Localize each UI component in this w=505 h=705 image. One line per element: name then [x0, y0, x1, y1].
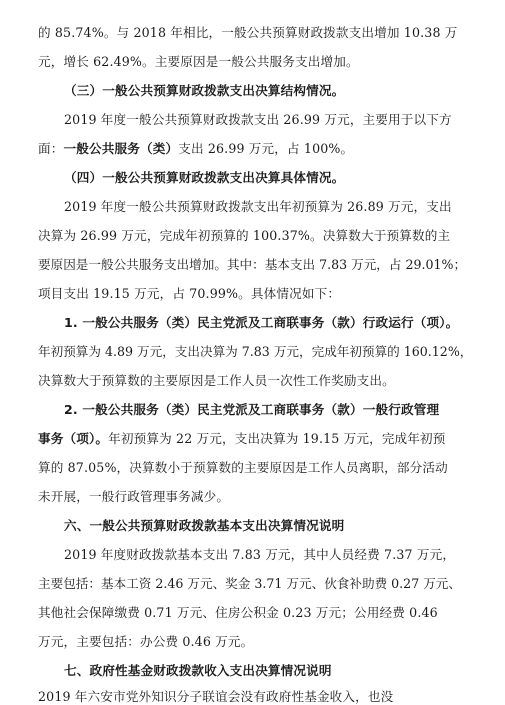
text-segment: 支出 26.99 万元，占 100%。 [178, 141, 354, 156]
paragraph-line: 决算为 26.99 万元，完成年初预算的 100.37%。决算数大于预算数的主 [38, 228, 451, 243]
section-heading: （三）一般公共预算财政拨款支出决算结构情况。 [64, 83, 345, 98]
item-heading: 1. 一般公共服务（类）民主党派及工商联事务（款）行政运行（项）。 [64, 315, 459, 330]
paragraph-line: 元，增长 62.49%。主要原因是一般公共服务支出增加。 [38, 54, 359, 69]
item-heading: 2. 一般公共服务（类）民主党派及工商联事务（款）一般行政管理 [64, 402, 440, 417]
paragraph-line: 要原因是一般公共服务支出增加。其中：基本支出 7.83 万元，占 29.01%； [38, 257, 467, 272]
paragraph-line: 年初预算为 4.89 万元，支出决算为 7.83 万元，完成年初预算的 160.12%， [38, 344, 473, 359]
paragraph-line: 主要包括：基本工资 2.46 万元、奖金 3.71 万元、伙食补助费 0.27 万元、 [38, 576, 461, 591]
paragraph-line: 万元，主要包括：办公费 0.46 万元。 [38, 634, 254, 649]
text-segment: 年初预算为 22 万元，支出决算为 19.15 万元，完成年初预 [108, 431, 446, 446]
paragraph-line: 算的 87.05%，决算数小于预算数的主要原因是工作人员离职，部分活动 [38, 460, 448, 475]
paragraph-line: 2019 年度一般公共预算财政拨款支出年初预算为 26.89 万元，支出 [64, 199, 452, 214]
paragraph-line [38, 428, 446, 447]
paragraph-line: 未开展，一般行政管理事务减少。 [38, 489, 230, 504]
section-heading: 七、政府性基金财政拨款收入支出决算情况说明 [64, 663, 332, 678]
paragraph-line: 2019 年度一般公共预算财政拨款支出 26.99 万元，主要用于以下方 [64, 112, 452, 127]
paragraph-line: 的 85.74%。与 2018 年相比，一般公共预算财政拨款支出增加 10.38 万 [38, 25, 458, 40]
paragraph-line [38, 138, 353, 157]
paragraph-line: 项目支出 19.15 万元，占 70.99%。具体情况如下： [38, 286, 341, 301]
section-heading: （四）一般公共预算财政拨款支出决算具体情况。 [64, 170, 345, 185]
paragraph-line: 2019 年六安市党外知识分子联谊会没有政府性基金收入，也没 [38, 689, 394, 704]
paragraph-line: 其他社会保障缴费 0.71 万元、住房公积金 0.23 万元；公用经费 0.46 [38, 605, 438, 620]
text-segment: 面： [38, 141, 64, 156]
item-heading-cont: 事务（项）。 [38, 431, 109, 446]
bold-category: 一般公共服务（类） [63, 141, 179, 156]
paragraph-line: 2019 年度财政拨款基本支出 7.83 万元，其中人员经费 7.37 万元， [64, 547, 456, 562]
section-heading: 六、一般公共预算财政拨款基本支出决算情况说明 [64, 518, 345, 533]
paragraph-line: 决算数大于预算数的主要原因是工作人员一次性工作奖励支出。 [38, 373, 395, 388]
